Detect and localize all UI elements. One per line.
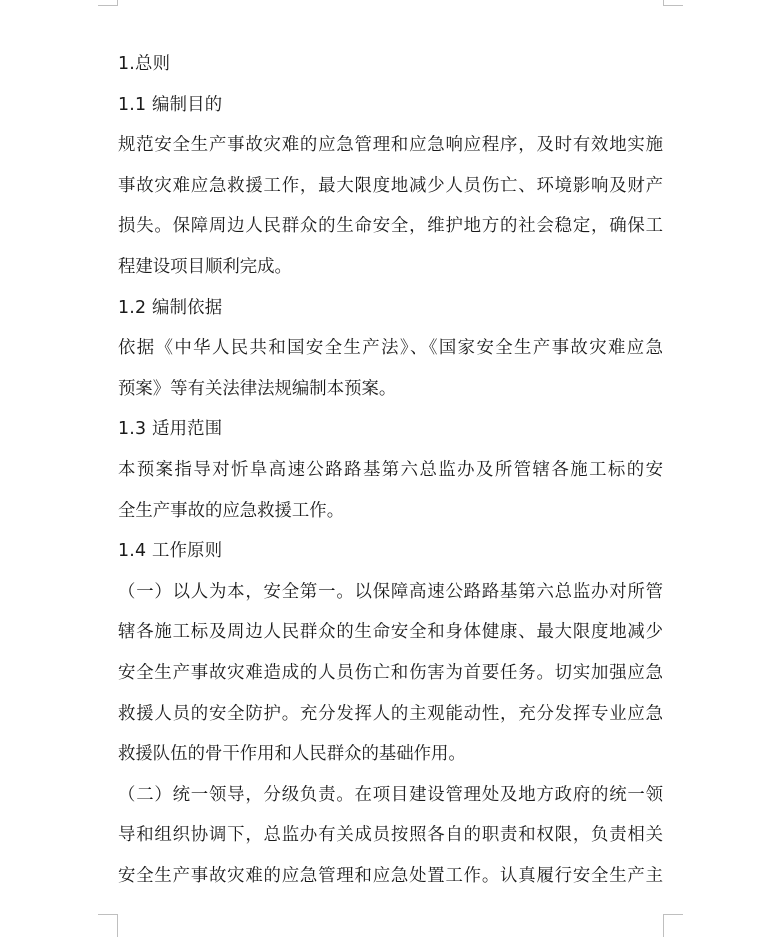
paragraph-line: 损失。保障周边人民群众的生命安全，维护地方的社会稳定，确保工: [118, 216, 663, 237]
paragraph-line: 安全生产事故灾难的应急管理和应急处置工作。认真履行安全生产主: [118, 865, 663, 886]
subsection-heading-basis: 1.2 编制依据: [118, 297, 223, 318]
paragraph-line: 全生产事故的应急救援工作。: [118, 500, 345, 521]
paragraph-line: （二）统一领导，分级负责。在项目建设管理处及地方政府的统一领: [118, 784, 663, 805]
paragraph-line: 救援人员的安全防护。充分发挥人的主观能动性，充分发挥专业应急: [118, 703, 663, 724]
paragraph-line: 导和组织协调下，总监办有关成员按照各自的职责和权限，负责相关: [118, 825, 663, 846]
crop-mark-bottom-right: [663, 914, 683, 915]
paragraph-line: 程建设项目顺利完成。: [118, 256, 292, 277]
paragraph-line: 本预案指导对忻阜高速公路路基第六总监办及所管辖各施工标的安: [118, 459, 663, 480]
crop-mark-top-left: [98, 5, 118, 6]
paragraph-line: 辖各施工标及周边人民群众的生命安全和身体健康、最大限度地减少: [118, 622, 663, 643]
paragraph-line: 事故灾难应急救援工作，最大限度地减少人员伤亡、环境影响及财产: [118, 175, 663, 196]
document-body[interactable]: [118, 44, 663, 896]
subsection-heading-principles: 1.4 工作原则: [118, 541, 223, 562]
crop-mark-top-right: [663, 5, 683, 6]
subsection-heading-scope: 1.3 适用范围: [118, 419, 223, 440]
crop-mark-bottom-left: [98, 914, 118, 915]
paragraph-line: 规范安全生产事故灾难的应急管理和应急响应程序，及时有效地实施: [118, 135, 663, 156]
crop-mark-bottom-left: [117, 914, 118, 937]
section-heading-general: 1.总则: [118, 54, 171, 74]
paragraph-line: 依据《中华人民共和国安全生产法》、《国家安全生产事故灾难应急: [118, 338, 663, 359]
subsection-heading-purpose: 1.1 编制目的: [118, 94, 223, 115]
crop-mark-bottom-right: [663, 914, 664, 937]
paragraph-line: 救援队伍的骨干作用和人民群众的基础作用。: [118, 744, 466, 765]
paragraph-line: 预案》等有关法律法规编制本预案。: [118, 378, 397, 399]
paragraph-line: 安全生产事故灾难造成的人员伤亡和伤害为首要任务。切实加强应急: [118, 662, 663, 683]
paragraph-line: （一）以人为本，安全第一。以保障高速公路路基第六总监办对所管: [118, 581, 663, 602]
